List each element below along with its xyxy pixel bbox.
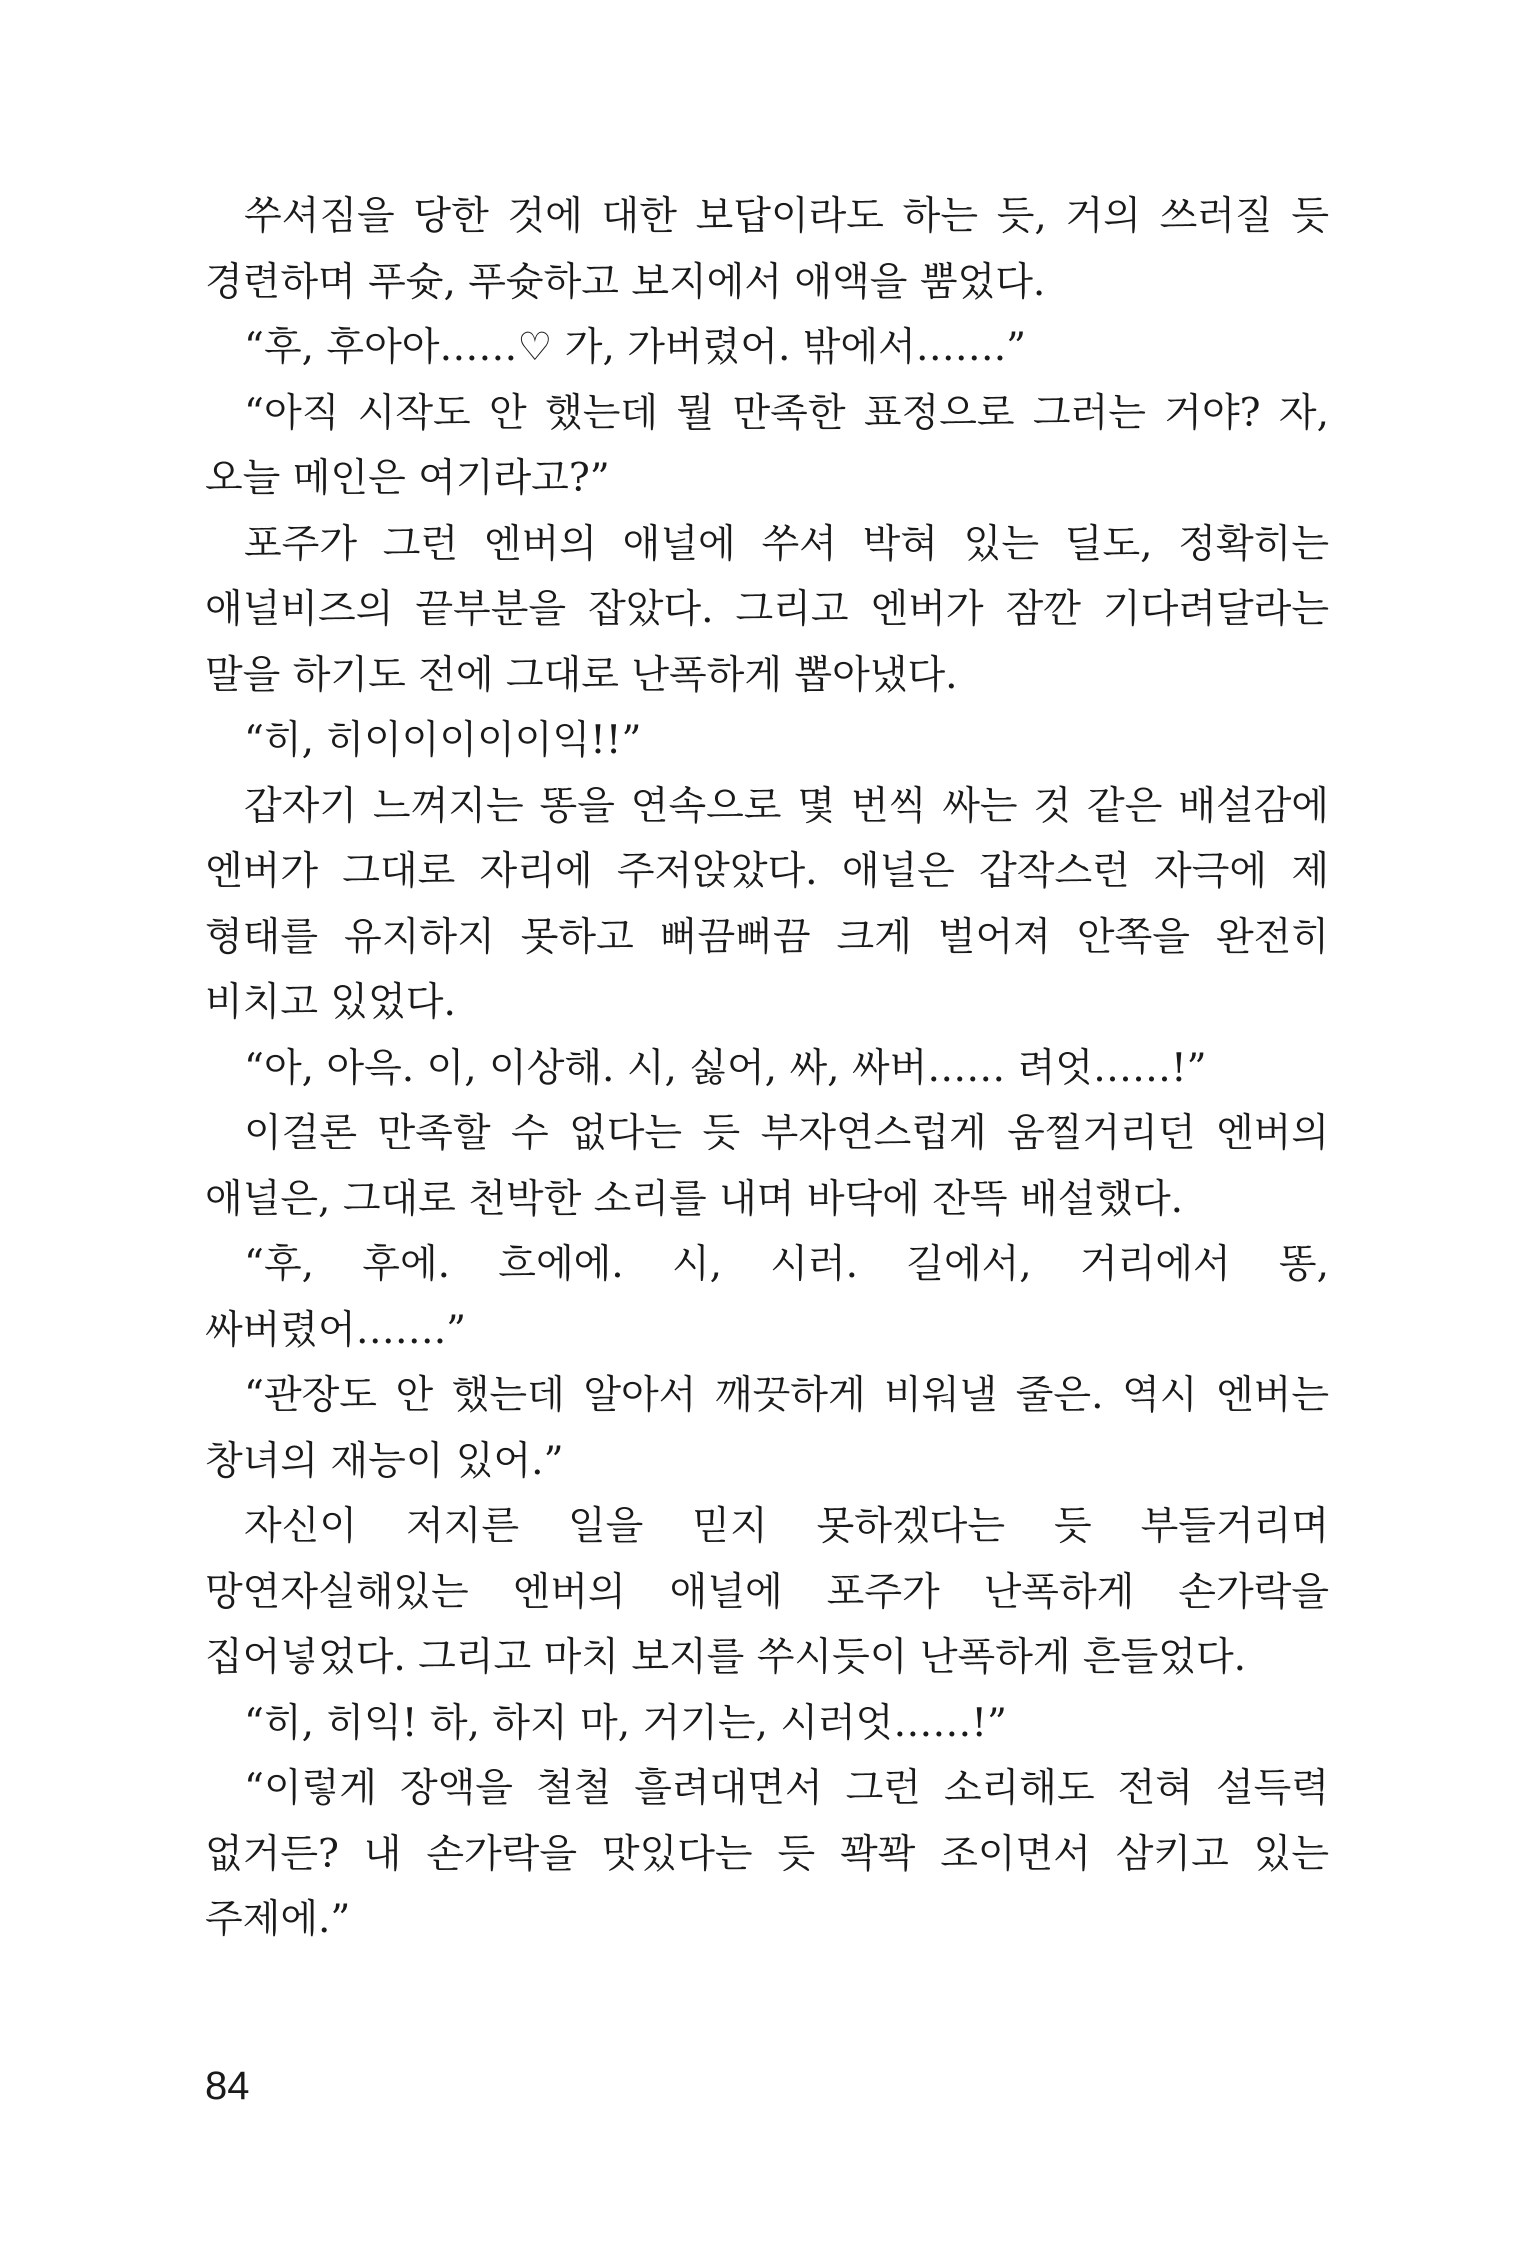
paragraph: 자신이 저지른 일을 믿지 못하겠다는 듯 부들거리며 망연자실해있는 엔버의 애널에 포주가 난폭하게 손가락을 집어넣었다. 그리고 마치 보지를 쑤시듯이 난폭하게 흔들었다. <box>205 1504 1329 1680</box>
dialogue-line: “관장도 안 했는데 알아서 깨끗하게 비워낼 줄은. 역시 엔버는 창녀의 재능이 있어.” <box>205 1373 1329 1484</box>
dialogue-line: “히, 히익! 하, 하지 마, 거기는, 시러엇……!” <box>244 1700 1007 1746</box>
paragraph: 포주가 그런 엔버의 애널에 쑤셔 박혀 있는 딜도, 정확히는 애널비즈의 끝부분을 잡았다. 그리고 엔버가 잠깐 기다려달라는 말을 하기도 전에 그대로 난폭하게 뽑아냈다. <box>205 521 1329 698</box>
page-number: 84 <box>205 2064 250 2108</box>
body-text <box>205 184 1329 1953</box>
dialogue-line: “후, 후아아……♡ 가, 가버렸어. 밖에서…….” <box>244 325 1027 370</box>
paragraph: 갑자기 느껴지는 똥을 연속으로 몇 번씩 싸는 것 같은 배설감에 엔버가 그대로 자리에 주저앉았다. 애널은 갑작스런 자극에 제 형태를 유지하지 못하고 뻐끔뻐끔 크게 벌어져 안쪽을 완전히 비치고 있었다. <box>205 783 1329 1025</box>
dialogue-line: “아, 아윽. 이, 이상해. 시, 싫어, 싸, 싸버…… 려엇……!” <box>244 1045 1207 1091</box>
dialogue-line: “이렇게 장액을 철철 흘려대면서 그런 소리해도 전혀 설득력 없거든? 내 손가락을 맛있다는 듯 꽉꽉 조이면서 삼키고 있는 주제에.” <box>205 1766 1329 1942</box>
dialogue-line: “히, 히이이이이이익!!” <box>244 718 642 763</box>
dialogue-line: “아직 시작도 안 했는데 뭘 만족한 표정으로 그러는 거야? 자, 오늘 메인은 여기라고?” <box>205 390 1329 501</box>
dialogue-line: “후, 후에. 흐에에. 시, 시러. 길에서, 거리에서 똥, 싸버렸어…….” <box>205 1242 1329 1353</box>
paragraph: 쑤셔짐을 당한 것에 대한 보답이라도 하는 듯, 거의 쓰러질 듯 경련하며 푸슛, 푸슛하고 보지에서 애액을 뿜었다. <box>205 194 1329 305</box>
paragraph: 이걸론 만족할 수 없다는 듯 부자연스럽게 움찔거리던 엔버의 애널은, 그대로 천박한 소리를 내며 바닥에 잔뜩 배설했다. <box>205 1111 1329 1222</box>
